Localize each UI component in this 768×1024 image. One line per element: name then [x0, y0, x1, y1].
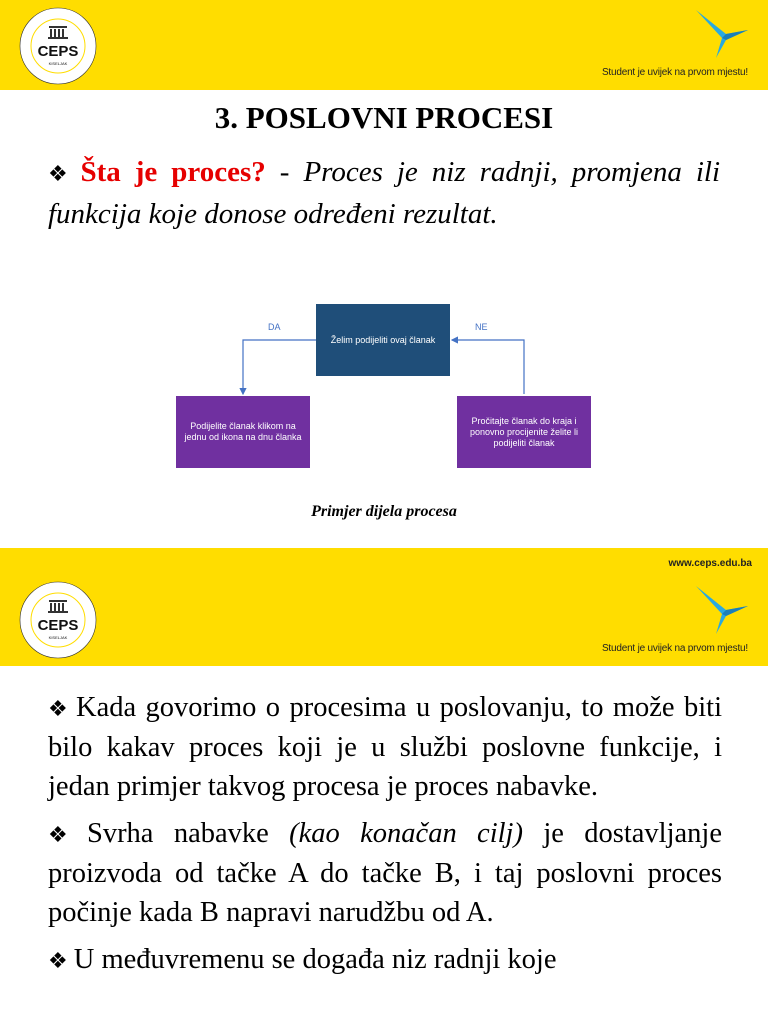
- tagline: Student je uvijek na prvom mjestu!: [601, 67, 748, 78]
- slide-title: 3. POSLOVNI PROCESI: [214, 100, 554, 135]
- label-da: DA: [268, 322, 281, 332]
- svg-text:KISELJAK: KISELJAK: [48, 61, 68, 66]
- paragraph-2: ❖ Svrha nabavke (kao konačan cilj) je dostavljanje proizvoda od tačke A do tačke B, i taj poslovni proces počinje kada B napravi narudžbu od A.: [48, 818, 722, 928]
- label-ne: NE: [475, 322, 488, 332]
- box-read-and-reconsider: Pročitajte članak do kraja i ponovno procijenite želite li podijeliti članak: [457, 396, 591, 468]
- question-text: Šta je proces?: [80, 156, 266, 188]
- diagram-caption: Primjer dijela procesa: [311, 503, 457, 520]
- process-diagram: [170, 300, 600, 475]
- arrow-da: [243, 340, 316, 394]
- ceps-logo: [12, 6, 104, 86]
- website-url: www.ceps.edu.ba: [668, 558, 752, 569]
- diamond-bullet-icon: ❖: [48, 822, 81, 847]
- slide-2: [0, 548, 768, 1024]
- svg-text:CEPS: CEPS: [37, 617, 79, 634]
- svg-text:KISELJAK: KISELJAK: [48, 635, 68, 640]
- box-share-via-icons: Podijelite članak klikom na jednu od ikona na dnu članka: [176, 396, 310, 468]
- tagline: Student je uvijek na prvom mjestu!: [601, 643, 748, 654]
- dash: -: [279, 156, 290, 188]
- header-bar: [0, 0, 768, 90]
- paragraph-3: ❖ U međuvremenu se događa niz radnji koje: [48, 944, 557, 975]
- diamond-bullet-icon: ❖: [48, 696, 71, 721]
- bird-icon: [692, 584, 750, 638]
- intro-paragraph: [48, 152, 720, 235]
- ceps-logo: [12, 580, 104, 660]
- bird-icon: [692, 8, 750, 62]
- diamond-bullet-icon: ❖: [48, 161, 75, 186]
- arrow-ne: [452, 340, 524, 394]
- diamond-bullet-icon: ❖: [48, 948, 68, 973]
- box-share-article: Želim podijeliti ovaj članak: [316, 304, 450, 376]
- header-bar: [0, 548, 768, 666]
- slide-2-body: [48, 688, 722, 988]
- svg-text:CEPS: CEPS: [37, 43, 79, 60]
- definition-text: Proces je niz radnji, promjena ili funkcija koje donose određeni rezultat.: [48, 156, 721, 230]
- paragraph-1: ❖ Kada govorimo o procesima u poslovanju, to može biti bilo kakav proces koji je u službi poslovne funkcije, i jedan primjer takvog procesa je proces nabavke.: [48, 692, 722, 802]
